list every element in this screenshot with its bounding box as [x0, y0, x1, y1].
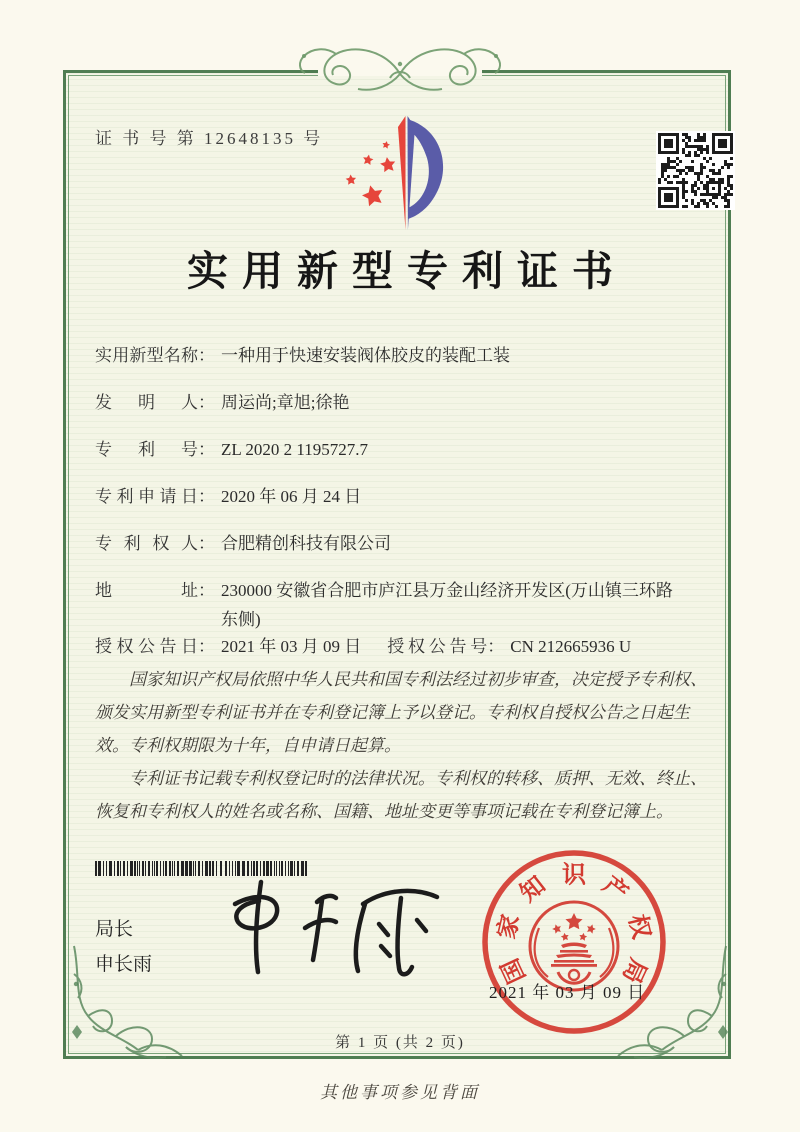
legal-paragraph-1: 国家知识产权局依照中华人民共和国专利法经过初步审查，决定授予专利权、颁发实用新型专利证书并在专利登记簿上予以登记。专利权自授权公告之日起生效。专利权期限为十年，自申请日起算。	[95, 670, 707, 755]
field-address-label: 地址	[95, 581, 198, 600]
officials-block	[95, 912, 152, 982]
seal-date: 2021 年 03 月 09 日	[489, 983, 646, 1002]
seal-char: 家	[493, 911, 525, 942]
colon: ：	[198, 637, 215, 656]
qr-code	[656, 131, 735, 210]
field-patent-no-value: ZL 2020 2 1195727.7	[221, 440, 369, 459]
certificate-number: 证 书 号 第 12648135 号	[95, 129, 324, 148]
director-title: 局长	[95, 919, 134, 940]
field-filing-date-value: 2020 年 06 月 24 日	[221, 487, 362, 506]
seal-char: 国	[496, 953, 531, 987]
seal-char: 局	[617, 953, 652, 987]
seal-char: 知	[515, 872, 551, 908]
colon: ：	[487, 637, 505, 656]
field-list	[95, 341, 709, 679]
field-address	[95, 576, 709, 634]
official-seal	[478, 846, 670, 1038]
field-filing-date	[95, 482, 709, 511]
field-grant-row	[95, 632, 709, 661]
field-filing-date-label: 专利申请日	[95, 487, 198, 506]
colon: ：	[198, 487, 215, 506]
field-patentee	[95, 529, 709, 558]
field-name-value: 一种用于快速安装阀体胶皮的装配工装	[221, 346, 510, 365]
back-side-note: 其他事项参见背面	[320, 1083, 480, 1102]
colon: ：	[198, 581, 215, 600]
field-patentee-value: 合肥精创科技有限公司	[221, 534, 391, 553]
legal-paragraph-2: 专利证书记载专利权登记时的法律状况。专利权的转移、质押、无效、终止、恢复和专利权人的姓名或名称、国籍、地址变更等事项记载在专利登记簿上。	[95, 769, 707, 821]
page-number: 第 1 页 (共 2 页)	[335, 1035, 465, 1051]
field-patentee-label: 专利权人	[95, 534, 198, 553]
field-grant-date-label: 授权公告日	[95, 637, 198, 656]
field-grant-no	[387, 632, 631, 661]
field-address-value: 230000 安徽省合肥市庐江县万金山经济开发区(万山镇三环路东侧)	[221, 581, 673, 629]
national-emblem	[530, 902, 618, 990]
barcode	[95, 861, 313, 876]
colon: ：	[198, 393, 215, 412]
seal-char: 权	[623, 911, 655, 942]
field-name-label: 实用新型名称	[95, 346, 198, 365]
legal-text	[95, 663, 709, 828]
colon: ：	[198, 534, 215, 553]
certificate-title: 实用新型专利证书	[187, 248, 627, 294]
seal-char: 识	[562, 862, 586, 889]
director-name: 申长雨	[95, 954, 153, 975]
colon: ：	[198, 440, 215, 459]
field-inventors	[95, 388, 709, 417]
field-patent-no-label: 专利号	[95, 440, 198, 459]
field-inventors-value: 周运尚;章旭;徐艳	[221, 393, 350, 412]
colon: ：	[198, 346, 215, 365]
seal-char: 产	[597, 872, 633, 908]
field-grant-date-value: 2021 年 03 月 09 日	[221, 637, 362, 656]
field-inventors-label: 发明人	[95, 393, 198, 412]
field-grant-no-value: CN 212665936 U	[510, 637, 632, 656]
field-patent-no	[95, 435, 709, 464]
field-name	[95, 341, 709, 370]
field-grant-no-label: 授权公告号	[387, 637, 488, 656]
